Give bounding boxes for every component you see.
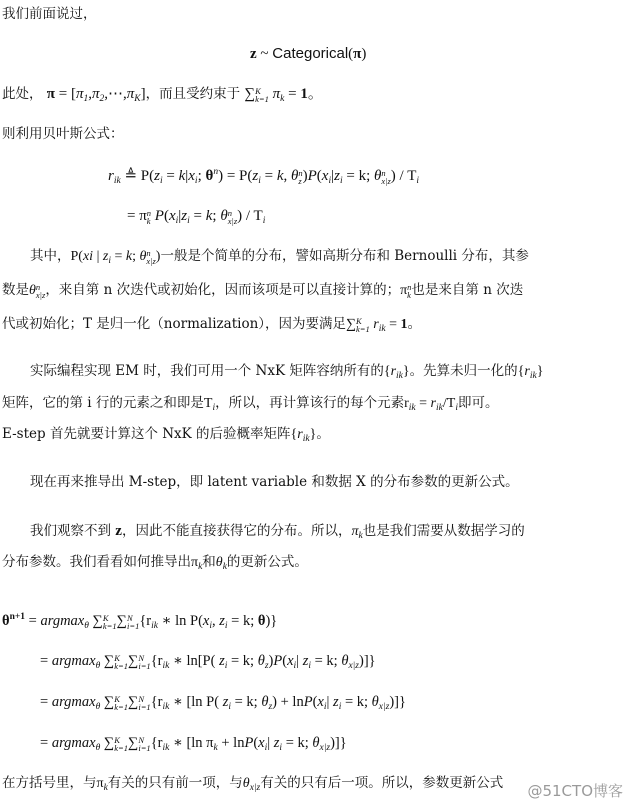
text: 一般是个简单的分布，譬如高斯分布和 Bernoulli 分布，其参 — [160, 248, 529, 264]
text: ，因此不能直接获得它的分布。所以， — [121, 523, 352, 539]
text: 代或初始化；T 是归一化（normalization），因为要满足 — [2, 316, 347, 332]
bayes-equation-2: = π n k $P(x_i|z_i = k$; θ n x|z ) / $T_i$ — [127, 207, 266, 226]
text: 的更新公式。 — [226, 554, 308, 570]
text: 我们观察不到 — [30, 523, 111, 539]
text: 在方括号里，与 — [2, 775, 97, 791]
text: 我们前面说过， — [2, 6, 97, 22]
text: ，来自第 n 次迭代或初始化，因而该项是可以直接计算的； — [45, 282, 401, 298]
intro-line — [2, 6, 97, 22]
paragraph-1-line-2: 数是θ n x|z ，来自第 n 次迭代或初始化，因而该项是可以直接计算的；π n k 也是来自第 n 次迭 — [2, 281, 524, 300]
paragraph-2-line-1: 实际编程实现 EM 时，我们可用一个 NxK 矩阵容纳所有的$\{r_{ik}\}$。先算未归一化的$\{r_{ik}\}$ — [30, 363, 544, 381]
categorical-label: Categorical — [272, 45, 349, 62]
text: ，所以，再计算该行的每个元素 — [215, 395, 405, 411]
watermark: @51CTO博客 — [527, 782, 623, 800]
text: 现在再来推导出 M-step，即 latent variable 和数据 X 的分布参数的更新公式。 — [30, 474, 519, 490]
text: 其中， — [30, 248, 71, 264]
text: 。先算未归一化的 — [409, 363, 518, 379]
text: 有关的只有前一项，与 — [107, 775, 243, 791]
text: 和 — [202, 554, 216, 570]
paragraph-4-line-1: 我们观察不到 z，因此不能直接获得它的分布。所以，$\pi_k$也是我们需要从数据学习的 — [30, 523, 525, 541]
text: 此处， — [2, 86, 43, 102]
paragraph-4-line-2: 分布参数。我们看看如何推导出$\pi_k$和$\theta_k$的更新公式。 — [2, 554, 308, 572]
mstep-equation-4: = argmax$_\theta$ ∑ K k=1 ∑ N i=1 {$r_{ik}$ ∗ [ln $\pi_k + \ln P(x_i|$ $z_i = k$; $\theta_{x|z}$)]} — [40, 734, 347, 753]
text: 分布参数。我们看看如何推导出 — [2, 554, 191, 570]
text: 实际编程实现 EM 时，我们可用一个 NxK 矩阵容纳所有的 — [30, 363, 384, 379]
text: 数是 — [2, 282, 29, 298]
mstep-equation-1: $\theta^{n+1} = argmax_\theta$ ∑ K k=1 ∑ N i=1 {$r_{ik}$ ∗ $\ln P(x_i$, $z_i = k$; θ)} — [2, 612, 278, 631]
paragraph-1-line-3: 代或初始化；T 是归一化（normalization），因为要满足∑ K k=1 $r_{ik} = 1$。 — [2, 315, 422, 334]
mstep-equation-2: = argmax$_\theta$ ∑ K k=1 ∑ N i=1 {$r_{ik}$ ∗ ln[P( $z_i = k$; $\theta_z)P(x_i|$ $z_i = k$; $\theta_{x|z}$)]} — [40, 652, 376, 671]
text: E-step 首先就要计算这个 NxK 的后验概率矩阵 — [2, 426, 291, 442]
text: 矩阵，它的第 i 行的元素之和即是 — [2, 395, 204, 411]
text: ，而且受约束于 — [145, 86, 241, 102]
text: 也是来自第 n 次迭 — [411, 282, 524, 298]
paragraph-3 — [30, 474, 519, 490]
text: 也是我们需要从数据学习的 — [362, 523, 525, 539]
categorical-equation: z ~ Categorical(π) — [250, 45, 367, 62]
pi-definition-line: 此处， $\pi = [\pi_1,\pi_2,\cdots,\pi_K]$，而且受约束于 ∑ K k=1 $\pi_k = 1$。 — [2, 85, 323, 104]
bayes-equation-1: $r_{ik}$ ≜ $P(z_i = k|x_i$; $\theta^n) = P(z_i = k$, θ n z )$P(x_i|z_i = k$; θ n x|z ) / $T_i$ — [108, 167, 419, 186]
text: 即可。 — [457, 395, 499, 411]
mstep-equation-3: = argmax$_\theta$ ∑ K k=1 ∑ N i=1 {$r_{ik}$ ∗ [ln P( $z_i = k$; $\theta_z) + \ln P(x_i|$ $z_i = k$; $\theta_{x|z}$)]} — [40, 693, 406, 712]
paragraph-2-line-3: E-step 首先就要计算这个 NxK 的后验概率矩阵$\{r_{ik}\}$。 — [2, 426, 330, 444]
paragraph-2-line-2: 矩阵，它的第 i 行的元素之和即是$T_i$，所以，再计算该行的每个元素$r_{ik} = r_{ik}/T_i$即可。 — [2, 395, 499, 413]
text: 则利用贝叶斯公式： — [2, 126, 124, 142]
bayes-intro-line — [2, 126, 124, 142]
text: 有关的只有后一项。所以，参数更新公式 — [260, 775, 504, 791]
paragraph-1-line-1: 其中，P(xi | $z_i = k$; θ n x|z )一般是个简单的分布，譬如高斯分布和 Bernoulli 分布，其参 — [30, 247, 529, 266]
last-line: 在方括号里，与$\pi_k$有关的只有前一项，与$\theta_{x|z}$有关的只有后一项。所以，参数更新公式 — [2, 775, 504, 793]
